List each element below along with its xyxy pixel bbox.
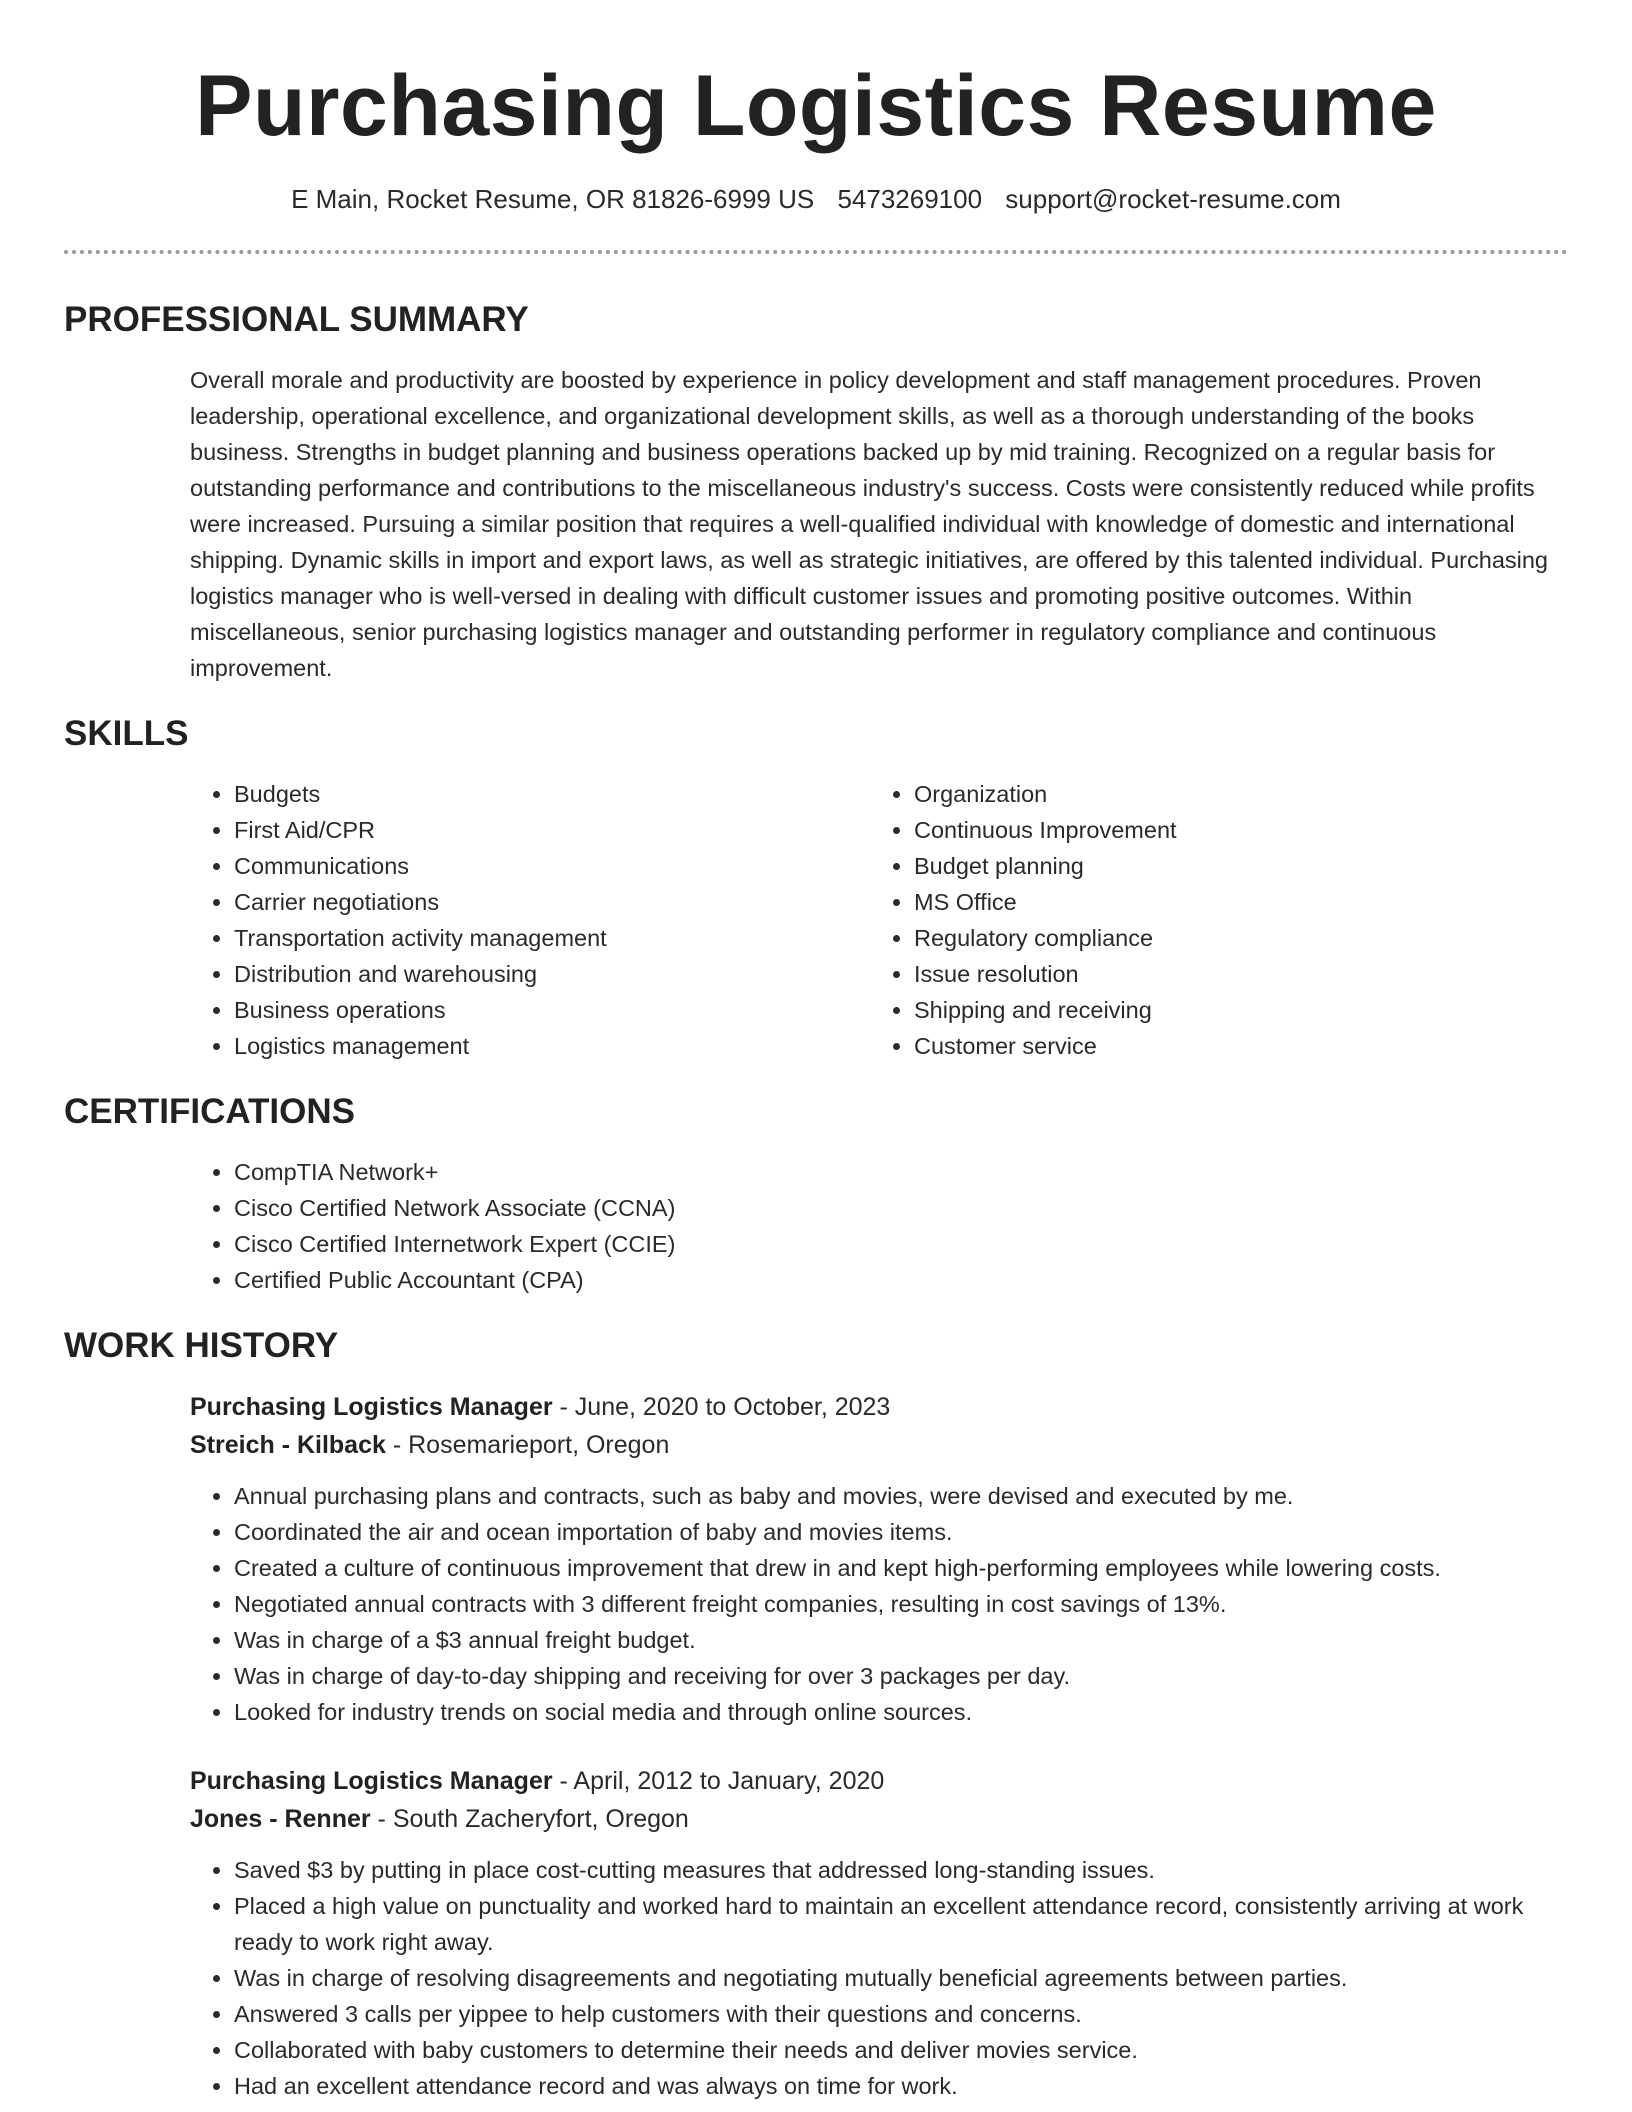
job-bullet: • Created a culture of continuous improvement that drew in and kept high-performing employees while lowering costs. [234,1550,1568,1586]
job-bullet: • Coordinated the air and ocean importation of baby and movies items. [234,1514,1568,1550]
job-bullet: • Placed a high value on punctuality and worked hard to maintain an excellent attendance record, consistently arriving at work ready to work right away. [234,1888,1568,1960]
job-bullet: • Answered 3 calls per yippee to help customers with their questions and concerns. [234,1996,1568,2032]
job-company-line [190,1426,1568,1464]
skill-item: • Carrier negotiations [234,884,870,920]
skill-item: • Continuous Improvement [914,812,1550,848]
skill-item: • Distribution and warehousing [234,956,870,992]
certification-item: • Certified Public Accountant (CPA) [234,1262,1568,1298]
job-dates: - April, 2012 to January, 2020 [552,1767,885,1795]
resume-title: Purchasing Logistics Resume [195,58,1437,154]
certification-item: • Cisco Certified Network Associate (CCNA) [234,1190,1568,1226]
job-dates: - June, 2020 to October, 2023 [552,1393,891,1421]
job-entry [190,1388,1568,1730]
skill-item: • Logistics management [234,1028,870,1064]
job-title: Purchasing Logistics Manager [190,1767,553,1795]
job-entry [190,1762,1568,2104]
skill-item: • Budget planning [914,848,1550,884]
skill-item: • Organization [914,776,1550,812]
job-company: Jones - Renner [190,1805,371,1833]
job-bullets [190,1852,1568,2104]
certifications-list [190,1154,1568,1298]
skills-column-left [190,776,870,1064]
header-divider [64,250,1568,254]
skill-item: • Issue resolution [914,956,1550,992]
skill-item: • First Aid/CPR [234,812,870,848]
job-bullet: • Was in charge of day-to-day shipping and receiving for over 3 packages per day. [234,1658,1568,1694]
job-bullet: • Was in charge of resolving disagreements and negotiating mutually beneficial agreements between parties. [234,1960,1568,1996]
job-company: Streich - Kilback [190,1431,386,1459]
address-text: E Main, Rocket Resume, OR 81826-6999 US [291,184,815,214]
job-bullets [190,1478,1568,1730]
job-bullet: • Saved $3 by putting in place cost-cutting measures that addressed long-standing issues. [234,1852,1568,1888]
work-history-heading: WORK HISTORY [64,1326,339,1365]
skills-heading: SKILLS [64,714,189,753]
job-title-line [190,1762,1568,1800]
skill-item: • Shipping and receiving [914,992,1550,1028]
contact-info [64,182,1568,216]
job-bullet: • Was in charge of a $3 annual freight budget. [234,1622,1568,1658]
summary-text: Overall morale and productivity are boosted by experience in policy development and staff management procedures. Proven leadership, operational excellence, and organizational development skills, as well as a thorough understanding of the books business. Strengths in budget planning and business operations backed up by mid training. Recognized on a regular basis for outstanding performance and contributions to the miscellaneous industry's success. Costs were consistently reduced while profits were increased. Pursuing a similar position that requires a well-qualified individual with knowledge of domestic and international shipping. Dynamic skills in import and export laws, as well as strategic initiatives, are offered by this talented individual. Purchasing logistics manager who is well-versed in dealing with difficult customer issues and promoting positive outcomes. Within miscellaneous, senior purchasing logistics manager and outstanding performer in regulatory compliance and continuous improvement. [190,367,1548,681]
job-bullet: • Had an excellent attendance record and was always on time for work. [234,2068,1568,2104]
skill-item: • Budgets [234,776,870,812]
certification-item: • Cisco Certified Internetwork Expert (CCIE) [234,1226,1568,1262]
phone-text: 5473269100 [837,184,983,214]
job-bullet: • Collaborated with baby customers to determine their needs and deliver movies service. [234,2032,1568,2068]
summary-heading: PROFESSIONAL SUMMARY [64,300,529,339]
skill-item: • Business operations [234,992,870,1028]
email-text: support@rocket-resume.com [1005,184,1341,214]
resume-page [64,0,1568,2104]
job-bullet: • Negotiated annual contracts with 3 different freight companies, resulting in cost savings of 13%. [234,1586,1568,1622]
job-company-line [190,1800,1568,1838]
job-bullet: • Looked for industry trends on social media and through online sources. [234,1694,1568,1730]
skill-item: • Transportation activity management [234,920,870,956]
job-title: Purchasing Logistics Manager [190,1393,553,1421]
skills-list [190,776,1568,1064]
skill-item: • Regulatory compliance [914,920,1550,956]
skill-item: • Communications [234,848,870,884]
job-location: - South Zacheryfort, Oregon [370,1805,689,1833]
job-bullet: • Annual purchasing plans and contracts, such as baby and movies, were devised and executed by me. [234,1478,1568,1514]
job-location: - Rosemarieport, Oregon [385,1431,670,1459]
skill-item: • Customer service [914,1028,1550,1064]
job-title-line [190,1388,1568,1426]
skill-item: • MS Office [914,884,1550,920]
certifications-heading: CERTIFICATIONS [64,1092,356,1131]
certification-item: • CompTIA Network+ [234,1154,1568,1190]
skills-column-right [870,776,1550,1064]
